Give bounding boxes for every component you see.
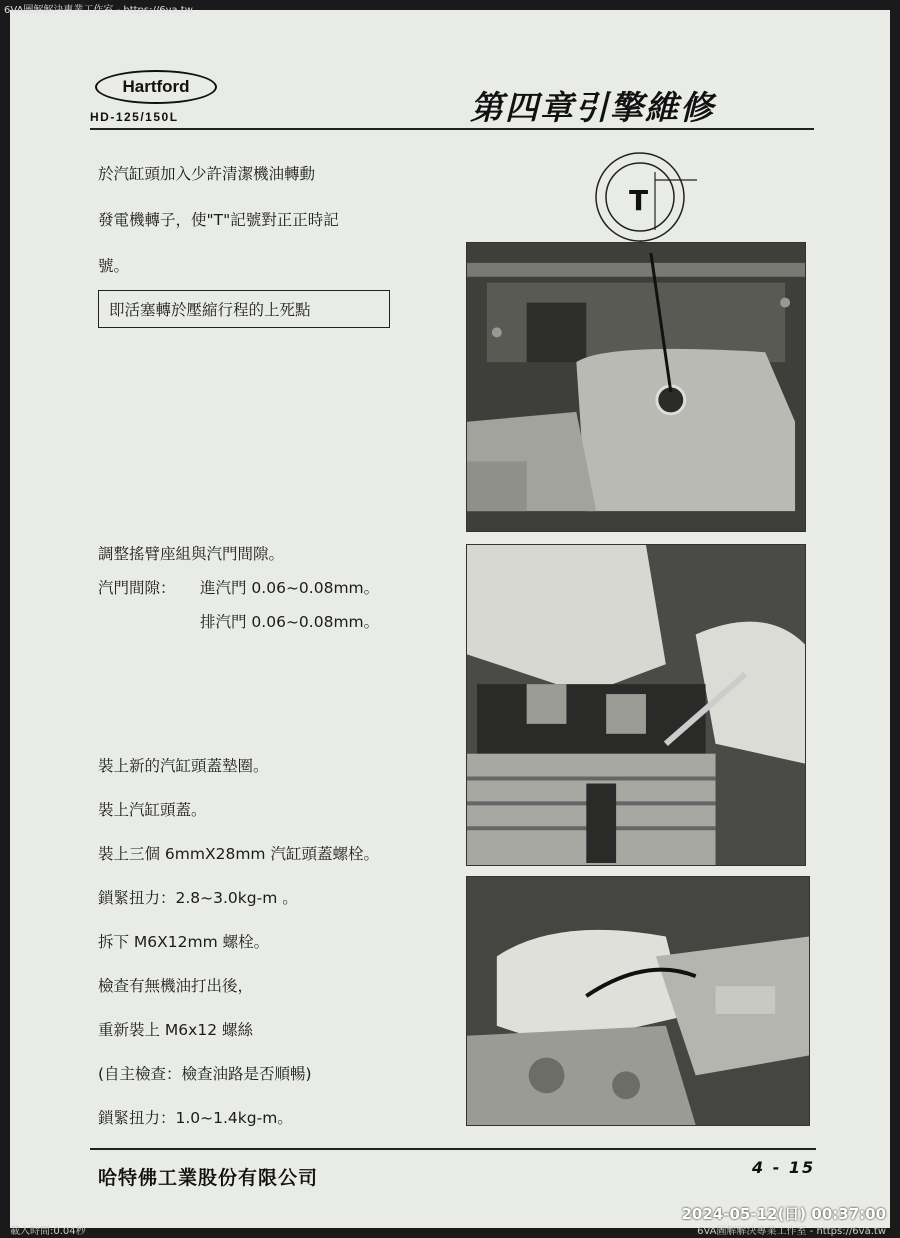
tdc-note: 即活塞轉於壓縮行程的上死點	[109, 301, 311, 319]
section2-title: 調整搖臂座組與汽門間隙。	[98, 545, 285, 563]
exhaust-clearance: 排汽門 0.06~0.08mm。	[200, 613, 380, 631]
company-name: 哈特佛工業股份有限公司	[98, 1167, 319, 1189]
footer-rule	[90, 1148, 816, 1150]
chapter-title: 第四章引擎維修	[470, 88, 715, 127]
section3-line-4: 鎖緊扭力：2.8~3.0kg-m 。	[98, 889, 298, 907]
header-rule	[90, 128, 814, 130]
section3-line-1: 裝上新的汽缸頭蓋墊圈。	[98, 757, 269, 775]
top-watermark: 6VA圖解解決專業工作室 - https://6va.tw	[4, 5, 193, 16]
photo-valve-adjustment	[466, 544, 806, 866]
model-number: HD-125/150L	[90, 110, 179, 124]
manual-page	[10, 10, 890, 1228]
clearance-label: 汽門間隙：	[98, 579, 176, 597]
page-number: 4 - 15	[752, 1158, 816, 1177]
tdc-note-box	[98, 290, 390, 328]
photo-timing-mark	[466, 242, 806, 532]
intake-clearance: 進汽門 0.06~0.08mm。	[200, 579, 380, 597]
bottom-watermark: 6VA圖解解決專業工作室 - https://6va.tw	[697, 1226, 886, 1237]
section3-line-5: 拆下 M6X12mm 螺栓。	[98, 933, 270, 951]
section3-line-9: 鎖緊扭力：1.0~1.4kg-m。	[98, 1109, 293, 1127]
section1-line-3: 號。	[98, 257, 130, 275]
t-mark-letter: T	[629, 184, 649, 217]
section3-line-6: 檢查有無機油打出後，	[98, 977, 254, 995]
section3-line-3: 裝上三個 6mmX28mm 汽缸頭蓋螺栓。	[98, 845, 379, 863]
hartford-logo: Hartford	[95, 70, 217, 104]
load-time-text: 載入時間:0.04秒	[10, 1226, 86, 1237]
timestamp-overlay: 2024-05-12(日) 00:37:00	[681, 1205, 886, 1223]
section3-line-2: 裝上汽缸頭蓋。	[98, 801, 207, 819]
section3-line-8: (自主檢查：檢查油路是否順暢)	[98, 1065, 312, 1083]
photo-head-cover-bolt	[466, 876, 810, 1126]
section3-line-7: 重新裝上 M6x12 螺絲	[98, 1021, 253, 1039]
section1-line-1: 於汽缸頭加入少許清潔機油轉動	[98, 165, 316, 183]
section1-line-2: 發電機轉子，使"T"記號對正正時記	[98, 211, 339, 229]
